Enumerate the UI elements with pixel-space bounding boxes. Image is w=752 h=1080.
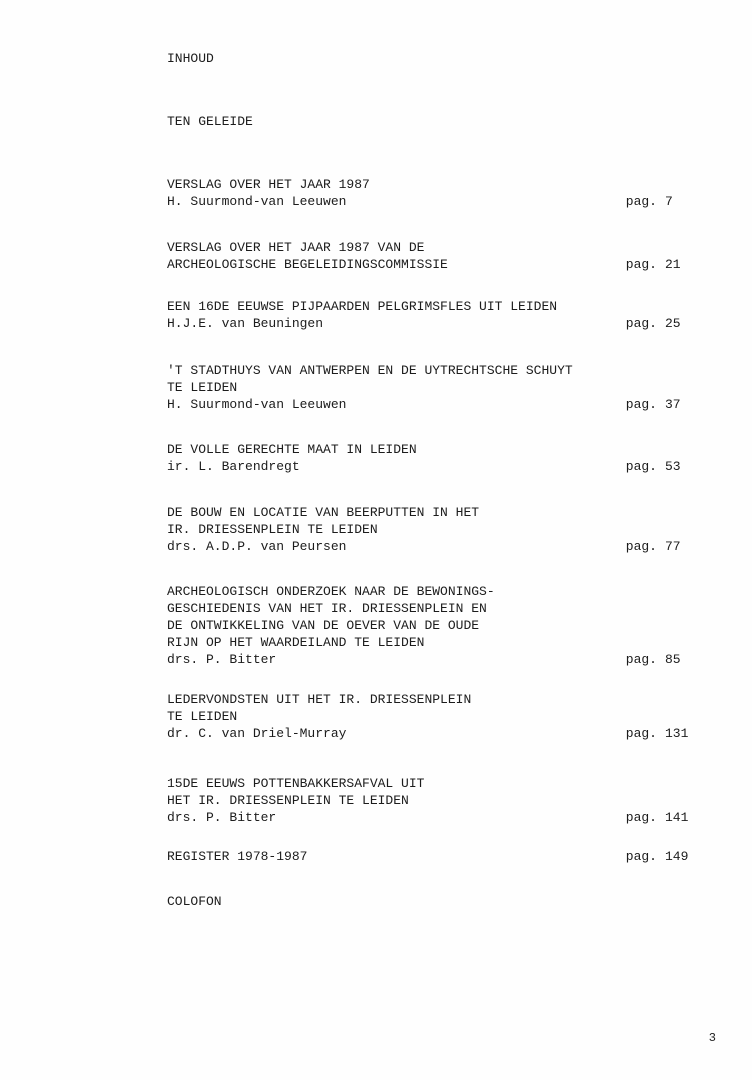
toc-entry-line: 'T STADTHUYS VAN ANTWERPEN EN DE UYTRECHTSCHE SCHUYT [167,363,573,378]
toc-page-reference [626,315,709,332]
page-label: pag. [625,397,657,412]
toc-entry-line: ARCHEOLOGISCH ONDERZOEK NAAR DE BEWONINGS- [167,584,495,599]
toc-entry-line: H. Suurmond-van Leeuwen [167,194,347,209]
toc-entry [167,583,709,668]
page-number-ref: 53 [665,459,681,474]
toc-entry-line: dr. C. van Driel-Murray [167,726,347,741]
page-label: pag. [625,539,657,554]
page-number-ref: 141 [665,810,689,825]
toc-entry-line: GESCHIEDENIS VAN HET IR. DRIESSENPLEIN EN [167,601,487,616]
toc-entry-line: TE LEIDEN [167,709,238,724]
toc-entry [167,176,709,210]
toc-entry-line: DE ONTWIKKELING VAN DE OEVER VAN DE OUDE [167,618,480,633]
toc-entry [167,441,709,475]
toc-entry-line: 15DE EEUWS POTTENBAKKERSAFVAL UIT [167,776,425,791]
toc-entry-line: DE BOUW EN LOCATIE VAN BEERPUTTEN IN HET [167,505,480,520]
toc-entry-line: RIJN OP HET WAARDEILAND TE LEIDEN [167,635,425,650]
page-number-ref: 25 [665,316,681,331]
page-label: pag. [625,316,657,331]
toc-entry [167,239,709,273]
toc-entry [167,362,709,413]
toc-entry-line: DE VOLLE GERECHTE MAAT IN LEIDEN [167,442,417,457]
toc-entry-line: drs. P. Bitter [167,810,277,825]
page-label: pag. [625,652,657,667]
page-number: 3 [708,1031,716,1045]
toc-entry [167,298,709,332]
toc-page-reference [626,193,709,210]
page-label: pag. [625,257,657,272]
toc-entry [167,691,709,742]
page-label: pag. [625,810,657,825]
toc-page-reference [626,538,709,555]
colophon-heading: COLOFON [167,894,222,909]
toc-page-reference [626,848,709,865]
toc-entry-line: VERSLAG OVER HET JAAR 1987 VAN DE [167,240,425,255]
toc-page-reference [626,256,709,273]
page-number-ref: 7 [665,194,673,209]
toc-entry-line: ir. L. Barendregt [167,459,300,474]
toc-entry-line: ARCHEOLOGISCHE BEGELEIDINGSCOMMISSIE [167,257,448,272]
toc-entry-line: EEN 16DE EEUWSE PIJPAARDEN PELGRIMSFLES UIT LEIDEN [167,299,558,314]
page-title: INHOUD [167,51,214,66]
page-number-ref: 149 [665,849,689,864]
toc-entry-line: LEDERVONDSTEN UIT HET IR. DRIESSENPLEIN [167,692,472,707]
toc-entry-line: IR. DRIESSENPLEIN TE LEIDEN [167,522,378,537]
toc-entry-line: VERSLAG OVER HET JAAR 1987 [167,177,370,192]
toc-page-reference [626,396,709,413]
toc-entry-line: H. Suurmond-van Leeuwen [167,397,347,412]
toc-page-reference [626,651,709,668]
foreword-heading: TEN GELEIDE [167,114,253,129]
page-number-ref: 21 [665,257,681,272]
toc-entry-line: drs. A.D.P. van Peursen [167,539,347,554]
toc-page-reference [626,809,709,826]
page-label: pag. [625,459,657,474]
page-label: pag. [625,194,657,209]
toc-entry-line: H.J.E. van Beuningen [167,316,324,331]
toc-entry [167,504,709,555]
toc-entry-line: TE LEIDEN [167,380,238,395]
page-number-ref: 37 [665,397,681,412]
toc-entry [167,775,709,826]
page-label: pag. [625,726,657,741]
toc-entry-line: HET IR. DRIESSENPLEIN TE LEIDEN [167,793,409,808]
toc-entry-line: drs. P. Bitter [167,652,277,667]
page-number-ref: 77 [665,539,681,554]
toc-page-reference [626,458,709,475]
page-label: pag. [625,849,657,864]
toc-page-reference [626,725,709,742]
toc-entry-line: REGISTER 1978-1987 [167,849,308,864]
page-number-ref: 85 [665,652,681,667]
toc-entry [167,848,709,865]
page-number-ref: 131 [665,726,689,741]
